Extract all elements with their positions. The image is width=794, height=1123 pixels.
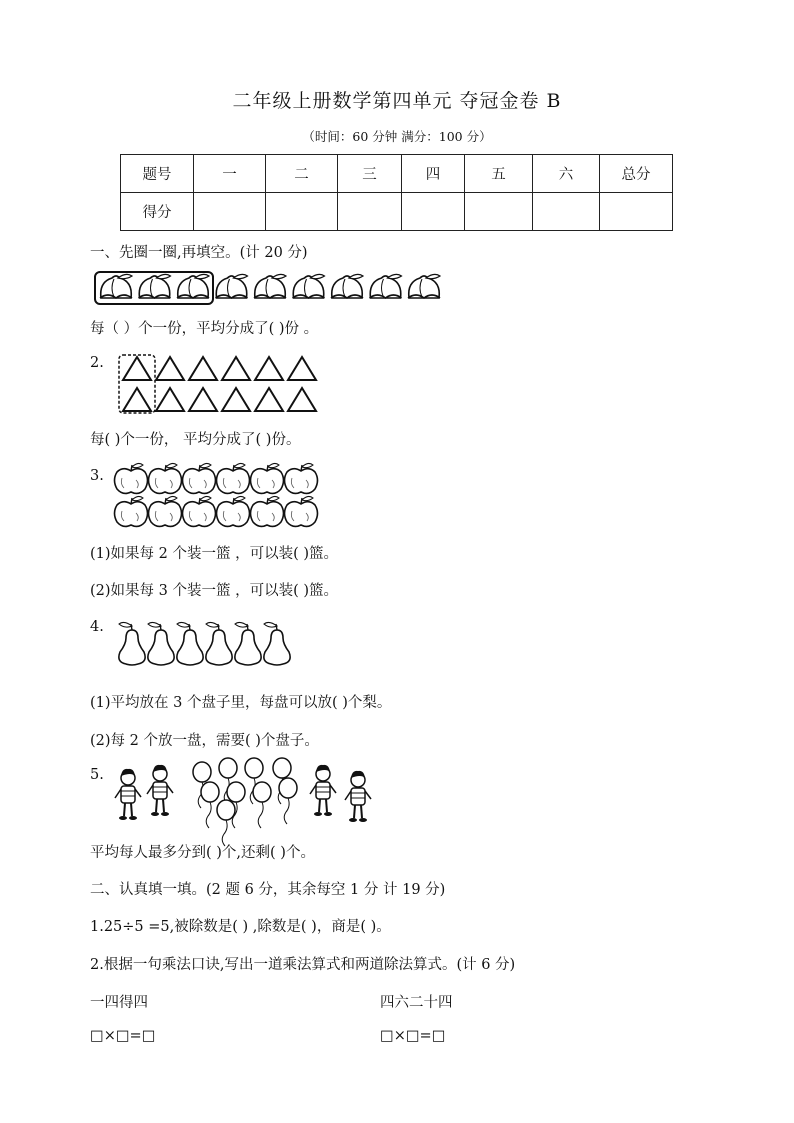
q2-text: 每( )个一份， 平均分成了( )份。 — [90, 432, 301, 448]
rhyme-left: 一四得四 — [90, 995, 148, 1011]
table-cell: 得分 — [121, 193, 194, 231]
table-cell: 三 — [338, 155, 402, 193]
section2-heading: 二、认真填一填。(2 题 6 分，其余每空 1 分 计 19 分) — [90, 882, 446, 898]
child-icon — [147, 765, 173, 816]
apple-icon — [149, 496, 182, 526]
peach-icon — [139, 274, 171, 298]
s2-q1-text: 1.25÷5 =5,被除数是( ) ,除数是( )，商是( )。 — [90, 919, 391, 935]
section1-heading: 一、先圈一圈,再填空。(计 20 分) — [90, 245, 308, 261]
q5-number: 5. — [90, 767, 104, 783]
apple-icon — [251, 463, 284, 493]
table-cell: 六 — [533, 155, 600, 193]
apple-icon — [183, 463, 216, 493]
pear-row — [116, 622, 306, 668]
triangle-icon — [222, 357, 250, 380]
children-balloons-illustration — [110, 758, 380, 834]
peach-icon — [370, 274, 402, 298]
table-cell: 五 — [465, 155, 533, 193]
triangle-icon — [123, 388, 151, 411]
apple-icon — [217, 496, 250, 526]
apple-icon — [217, 463, 250, 493]
equation-right[interactable]: □×□=□ — [380, 1028, 446, 1044]
pear-icon — [206, 622, 232, 665]
balloon-icon — [253, 782, 271, 828]
triangle-grid — [115, 354, 325, 416]
pear-icon — [235, 622, 261, 665]
triangle-icon — [156, 357, 184, 380]
table-cell: 二 — [266, 155, 338, 193]
q3-part1: (1)如果每 2 个装一篮 ，可以装( )篮。 — [90, 546, 339, 562]
table-row — [121, 193, 673, 231]
score-input-cell[interactable] — [465, 193, 533, 231]
apple-icon — [285, 496, 318, 526]
child-icon — [345, 771, 371, 822]
score-input-cell[interactable] — [338, 193, 402, 231]
peach-icon — [293, 274, 325, 298]
triangle-icon — [156, 388, 184, 411]
peach-icon — [177, 274, 209, 298]
table-cell: 题号 — [121, 155, 194, 193]
table-cell: 四 — [402, 155, 465, 193]
score-input-cell[interactable] — [533, 193, 600, 231]
peach-icon — [408, 274, 440, 298]
score-input-cell[interactable] — [402, 193, 465, 231]
q5-text: 平均每人最多分到( )个,还剩( )个。 — [90, 845, 315, 861]
peach-icon — [331, 274, 363, 298]
triangle-icon — [222, 388, 250, 411]
triangle-icon — [288, 357, 316, 380]
triangle-icon — [189, 388, 217, 411]
score-input-cell[interactable] — [194, 193, 266, 231]
apple-icon — [149, 463, 182, 493]
table-cell: 一 — [194, 155, 266, 193]
apple-icon — [115, 496, 148, 526]
balloon-icon — [201, 782, 219, 828]
peach-icon — [254, 274, 286, 298]
triangle-icon — [255, 357, 283, 380]
apple-grid — [114, 460, 324, 532]
balloon-icon — [279, 778, 297, 824]
table-cell: 总分 — [600, 155, 673, 193]
pear-icon — [264, 622, 290, 665]
q3-number: 3. — [90, 468, 104, 484]
triangle-icon — [255, 388, 283, 411]
page-subtitle: （时间：60 分钟 满分：100 分） — [302, 129, 492, 144]
q4-number: 4. — [90, 619, 104, 635]
table-row — [121, 155, 673, 193]
q2-number: 2. — [90, 355, 104, 371]
q1-text: 每（ ）个一份，平均分成了( )份 。 — [90, 321, 319, 337]
s2-q2-text: 2.根据一句乘法口诀,写出一道乘法算式和两道除法算式。(计 6 分) — [90, 957, 516, 973]
pear-icon — [177, 622, 203, 665]
q3-part2: (2)如果每 3 个装一篮 ，可以装( )篮。 — [90, 583, 339, 599]
score-input-cell[interactable] — [600, 193, 673, 231]
rhyme-right: 四六二十四 — [380, 995, 453, 1011]
apple-icon — [115, 463, 148, 493]
pear-icon — [119, 622, 145, 665]
peach-icon — [100, 274, 132, 298]
child-icon — [115, 769, 141, 820]
score-input-cell[interactable] — [266, 193, 338, 231]
peach-row — [90, 270, 450, 308]
peach-icon — [216, 274, 248, 298]
apple-icon — [285, 463, 318, 493]
q4-part1: (1)平均放在 3 个盘子里，每盘可以放( )个梨。 — [90, 695, 392, 711]
triangle-icon — [189, 357, 217, 380]
pear-icon — [148, 622, 174, 665]
page-title: 二年级上册数学第四单元 夺冠金卷 B — [232, 90, 562, 112]
q4-part2: (2)每 2 个放一盘，需要( )个盘子。 — [90, 733, 319, 749]
apple-icon — [251, 496, 284, 526]
apple-icon — [183, 496, 216, 526]
child-icon — [310, 765, 336, 816]
score-table — [120, 154, 673, 231]
triangle-icon — [123, 357, 151, 380]
equation-left[interactable]: □×□=□ — [90, 1028, 156, 1044]
triangle-icon — [288, 388, 316, 411]
